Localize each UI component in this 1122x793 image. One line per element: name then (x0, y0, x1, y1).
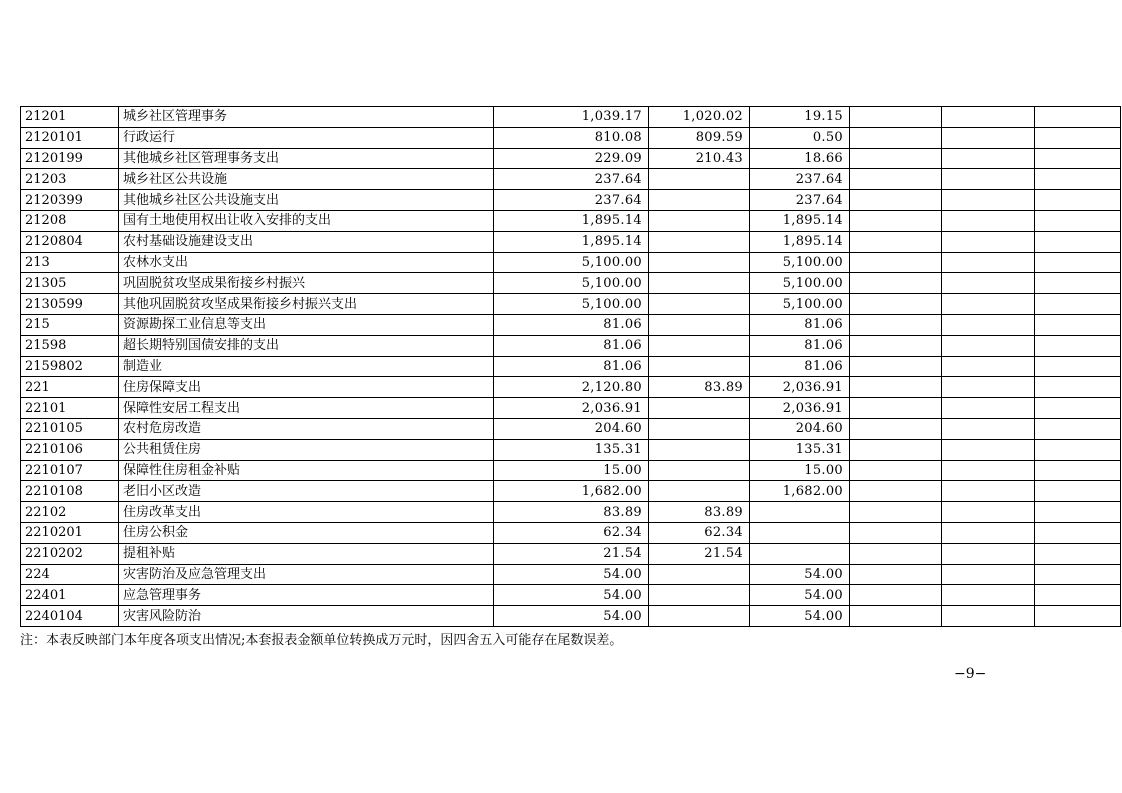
cell-total: 5,100.00 (494, 273, 649, 294)
cell-total: 62.34 (494, 522, 649, 543)
cell-total: 237.64 (494, 190, 649, 211)
cell-column-7 (942, 148, 1035, 169)
cell-project-expenditure: 54.00 (750, 606, 850, 627)
cell-total: 81.06 (494, 314, 649, 335)
cell-project-expenditure: 204.60 (750, 418, 850, 439)
cell-basic-expenditure (649, 564, 750, 585)
cell-subject-code: 21203 (21, 169, 119, 190)
cell-subject-name: 其他城乡社区管理事务支出 (119, 148, 494, 169)
cell-basic-expenditure (649, 439, 750, 460)
table-row (21, 585, 1121, 606)
cell-column-6 (850, 502, 942, 523)
table-row (21, 314, 1121, 335)
cell-column-8 (1035, 190, 1121, 211)
cell-column-6 (850, 460, 942, 481)
cell-subject-name: 超长期特别国债安排的支出 (119, 335, 494, 356)
table-row (21, 377, 1121, 398)
cell-column-6 (850, 377, 942, 398)
cell-column-7 (942, 481, 1035, 502)
cell-column-6 (850, 294, 942, 315)
cell-project-expenditure: 2,036.91 (750, 377, 850, 398)
cell-column-7 (942, 210, 1035, 231)
cell-subject-code: 213 (21, 252, 119, 273)
cell-column-6 (850, 398, 942, 419)
cell-project-expenditure (750, 502, 850, 523)
table-row (21, 418, 1121, 439)
table-note: 注：本表反映部门本年度各项支出情况;本套报表金额单位转换成万元时，因四舍五入可能存在尾数误差。 (20, 633, 623, 648)
cell-total: 81.06 (494, 356, 649, 377)
table-row (21, 127, 1121, 148)
cell-total: 229.09 (494, 148, 649, 169)
cell-basic-expenditure (649, 273, 750, 294)
cell-column-6 (850, 585, 942, 606)
cell-total: 54.00 (494, 585, 649, 606)
cell-subject-name: 公共租赁住房 (119, 439, 494, 460)
cell-basic-expenditure (649, 169, 750, 190)
table-body (21, 107, 1121, 627)
cell-total: 83.89 (494, 502, 649, 523)
table-row (21, 273, 1121, 294)
cell-subject-name: 农林水支出 (119, 252, 494, 273)
cell-column-7 (942, 564, 1035, 585)
cell-column-6 (850, 606, 942, 627)
cell-project-expenditure: 237.64 (750, 190, 850, 211)
cell-subject-name: 城乡社区管理事务 (119, 107, 494, 128)
cell-column-8 (1035, 314, 1121, 335)
cell-column-8 (1035, 460, 1121, 481)
cell-project-expenditure: 18.66 (750, 148, 850, 169)
cell-subject-code: 2240104 (21, 606, 119, 627)
cell-column-6 (850, 335, 942, 356)
cell-basic-expenditure (649, 606, 750, 627)
table-row (21, 460, 1121, 481)
cell-subject-code: 2120399 (21, 190, 119, 211)
cell-total: 1,682.00 (494, 481, 649, 502)
cell-column-8 (1035, 418, 1121, 439)
cell-total: 54.00 (494, 564, 649, 585)
cell-project-expenditure: 1,895.14 (750, 231, 850, 252)
cell-subject-code: 2210201 (21, 522, 119, 543)
cell-column-6 (850, 169, 942, 190)
cell-total: 810.08 (494, 127, 649, 148)
cell-column-7 (942, 314, 1035, 335)
table-row (21, 522, 1121, 543)
cell-column-8 (1035, 169, 1121, 190)
cell-project-expenditure: 19.15 (750, 107, 850, 128)
cell-column-7 (942, 127, 1035, 148)
cell-basic-expenditure (649, 335, 750, 356)
cell-column-7 (942, 252, 1035, 273)
cell-subject-code: 22101 (21, 398, 119, 419)
cell-subject-code: 2120804 (21, 231, 119, 252)
cell-total: 5,100.00 (494, 294, 649, 315)
cell-subject-code: 2210105 (21, 418, 119, 439)
table-row (21, 543, 1121, 564)
cell-column-8 (1035, 606, 1121, 627)
cell-subject-code: 2210108 (21, 481, 119, 502)
cell-column-8 (1035, 481, 1121, 502)
table-row (21, 502, 1121, 523)
cell-subject-name: 城乡社区公共设施 (119, 169, 494, 190)
cell-column-7 (942, 502, 1035, 523)
cell-subject-name: 其他城乡社区公共设施支出 (119, 190, 494, 211)
cell-column-8 (1035, 543, 1121, 564)
cell-column-8 (1035, 335, 1121, 356)
cell-column-7 (942, 107, 1035, 128)
cell-subject-code: 21305 (21, 273, 119, 294)
cell-subject-name: 保障性安居工程支出 (119, 398, 494, 419)
cell-total: 21.54 (494, 543, 649, 564)
cell-subject-code: 2120101 (21, 127, 119, 148)
cell-total: 1,895.14 (494, 231, 649, 252)
cell-column-7 (942, 356, 1035, 377)
cell-total: 1,039.17 (494, 107, 649, 128)
cell-basic-expenditure (649, 585, 750, 606)
cell-column-7 (942, 522, 1035, 543)
cell-column-6 (850, 522, 942, 543)
cell-basic-expenditure (649, 294, 750, 315)
table-row (21, 356, 1121, 377)
cell-project-expenditure: 1,682.00 (750, 481, 850, 502)
cell-project-expenditure: 5,100.00 (750, 273, 850, 294)
cell-subject-code: 215 (21, 314, 119, 335)
cell-subject-code: 2120199 (21, 148, 119, 169)
cell-basic-expenditure (649, 231, 750, 252)
cell-subject-name: 提租补贴 (119, 543, 494, 564)
cell-subject-code: 2210202 (21, 543, 119, 564)
cell-total: 2,120.80 (494, 377, 649, 398)
cell-column-7 (942, 398, 1035, 419)
cell-project-expenditure: 54.00 (750, 564, 850, 585)
cell-total: 135.31 (494, 439, 649, 460)
cell-column-7 (942, 231, 1035, 252)
cell-total: 2,036.91 (494, 398, 649, 419)
cell-total: 81.06 (494, 335, 649, 356)
cell-column-6 (850, 148, 942, 169)
cell-basic-expenditure (649, 418, 750, 439)
cell-column-8 (1035, 356, 1121, 377)
table-row (21, 564, 1121, 585)
cell-project-expenditure: 237.64 (750, 169, 850, 190)
cell-basic-expenditure: 809.59 (649, 127, 750, 148)
page-number: −9− (954, 666, 987, 682)
cell-project-expenditure: 81.06 (750, 314, 850, 335)
cell-column-6 (850, 356, 942, 377)
cell-column-6 (850, 481, 942, 502)
cell-column-7 (942, 460, 1035, 481)
cell-column-8 (1035, 273, 1121, 294)
cell-total: 15.00 (494, 460, 649, 481)
cell-column-8 (1035, 564, 1121, 585)
cell-subject-name: 国有土地使用权出让收入安排的支出 (119, 210, 494, 231)
cell-basic-expenditure (649, 210, 750, 231)
cell-column-7 (942, 294, 1035, 315)
cell-column-8 (1035, 585, 1121, 606)
cell-column-8 (1035, 522, 1121, 543)
cell-basic-expenditure (649, 481, 750, 502)
cell-subject-name: 老旧小区改造 (119, 481, 494, 502)
cell-subject-name: 保障性住房租金补贴 (119, 460, 494, 481)
cell-column-6 (850, 418, 942, 439)
cell-column-6 (850, 107, 942, 128)
cell-basic-expenditure (649, 398, 750, 419)
cell-project-expenditure (750, 522, 850, 543)
cell-subject-code: 21201 (21, 107, 119, 128)
cell-column-8 (1035, 231, 1121, 252)
cell-column-6 (850, 127, 942, 148)
cell-total: 237.64 (494, 169, 649, 190)
table-row (21, 252, 1121, 273)
cell-subject-code: 224 (21, 564, 119, 585)
table-row (21, 169, 1121, 190)
cell-subject-name: 应急管理事务 (119, 585, 494, 606)
cell-total: 1,895.14 (494, 210, 649, 231)
cell-column-7 (942, 273, 1035, 294)
cell-subject-name: 住房保障支出 (119, 377, 494, 398)
cell-subject-name: 其他巩固脱贫攻坚成果衔接乡村振兴支出 (119, 294, 494, 315)
cell-column-7 (942, 543, 1035, 564)
cell-project-expenditure: 5,100.00 (750, 252, 850, 273)
cell-subject-name: 行政运行 (119, 127, 494, 148)
cell-column-8 (1035, 439, 1121, 460)
cell-basic-expenditure (649, 460, 750, 481)
table-row (21, 606, 1121, 627)
cell-column-6 (850, 231, 942, 252)
cell-project-expenditure: 81.06 (750, 356, 850, 377)
cell-column-7 (942, 190, 1035, 211)
cell-column-8 (1035, 252, 1121, 273)
cell-column-8 (1035, 377, 1121, 398)
cell-column-6 (850, 190, 942, 211)
cell-basic-expenditure: 83.89 (649, 377, 750, 398)
cell-subject-name: 住房公积金 (119, 522, 494, 543)
cell-subject-name: 巩固脱贫攻坚成果衔接乡村振兴 (119, 273, 494, 294)
table-row (21, 398, 1121, 419)
cell-project-expenditure: 135.31 (750, 439, 850, 460)
cell-column-7 (942, 439, 1035, 460)
cell-column-8 (1035, 502, 1121, 523)
cell-subject-code: 2130599 (21, 294, 119, 315)
table-row (21, 107, 1121, 128)
cell-project-expenditure: 0.50 (750, 127, 850, 148)
table-row (21, 335, 1121, 356)
cell-project-expenditure: 15.00 (750, 460, 850, 481)
cell-basic-expenditure (649, 314, 750, 335)
cell-subject-code: 2210107 (21, 460, 119, 481)
cell-subject-name: 住房改革支出 (119, 502, 494, 523)
cell-column-8 (1035, 148, 1121, 169)
expenditure-table (20, 106, 1121, 627)
table-row (21, 294, 1121, 315)
table-row (21, 231, 1121, 252)
cell-subject-code: 21208 (21, 210, 119, 231)
cell-basic-expenditure: 21.54 (649, 543, 750, 564)
cell-column-7 (942, 169, 1035, 190)
cell-total: 54.00 (494, 606, 649, 627)
cell-subject-name: 农村基础设施建设支出 (119, 231, 494, 252)
cell-column-6 (850, 252, 942, 273)
cell-total: 5,100.00 (494, 252, 649, 273)
cell-column-8 (1035, 107, 1121, 128)
cell-subject-name: 灾害防治及应急管理支出 (119, 564, 494, 585)
cell-basic-expenditure: 62.34 (649, 522, 750, 543)
cell-subject-code: 22102 (21, 502, 119, 523)
cell-subject-name: 资源勘探工业信息等支出 (119, 314, 494, 335)
cell-column-7 (942, 418, 1035, 439)
cell-subject-name: 制造业 (119, 356, 494, 377)
cell-subject-code: 221 (21, 377, 119, 398)
cell-column-8 (1035, 294, 1121, 315)
cell-subject-code: 2210106 (21, 439, 119, 460)
cell-column-6 (850, 314, 942, 335)
cell-subject-code: 22401 (21, 585, 119, 606)
cell-basic-expenditure (649, 190, 750, 211)
cell-column-8 (1035, 127, 1121, 148)
cell-column-8 (1035, 210, 1121, 231)
table-row (21, 481, 1121, 502)
cell-column-8 (1035, 398, 1121, 419)
cell-basic-expenditure (649, 356, 750, 377)
cell-basic-expenditure: 1,020.02 (649, 107, 750, 128)
table-row (21, 210, 1121, 231)
cell-project-expenditure: 2,036.91 (750, 398, 850, 419)
cell-project-expenditure (750, 543, 850, 564)
table-row (21, 439, 1121, 460)
cell-column-6 (850, 210, 942, 231)
cell-column-7 (942, 606, 1035, 627)
cell-subject-code: 2159802 (21, 356, 119, 377)
cell-column-6 (850, 273, 942, 294)
cell-total: 204.60 (494, 418, 649, 439)
cell-column-6 (850, 564, 942, 585)
cell-basic-expenditure (649, 252, 750, 273)
cell-column-7 (942, 377, 1035, 398)
table-row (21, 148, 1121, 169)
cell-column-6 (850, 543, 942, 564)
cell-basic-expenditure: 210.43 (649, 148, 750, 169)
cell-project-expenditure: 5,100.00 (750, 294, 850, 315)
cell-subject-name: 农村危房改造 (119, 418, 494, 439)
cell-column-6 (850, 439, 942, 460)
table-row (21, 190, 1121, 211)
cell-column-7 (942, 335, 1035, 356)
cell-column-7 (942, 585, 1035, 606)
cell-project-expenditure: 54.00 (750, 585, 850, 606)
cell-basic-expenditure: 83.89 (649, 502, 750, 523)
cell-subject-name: 灾害风险防治 (119, 606, 494, 627)
cell-project-expenditure: 81.06 (750, 335, 850, 356)
cell-project-expenditure: 1,895.14 (750, 210, 850, 231)
cell-subject-code: 21598 (21, 335, 119, 356)
